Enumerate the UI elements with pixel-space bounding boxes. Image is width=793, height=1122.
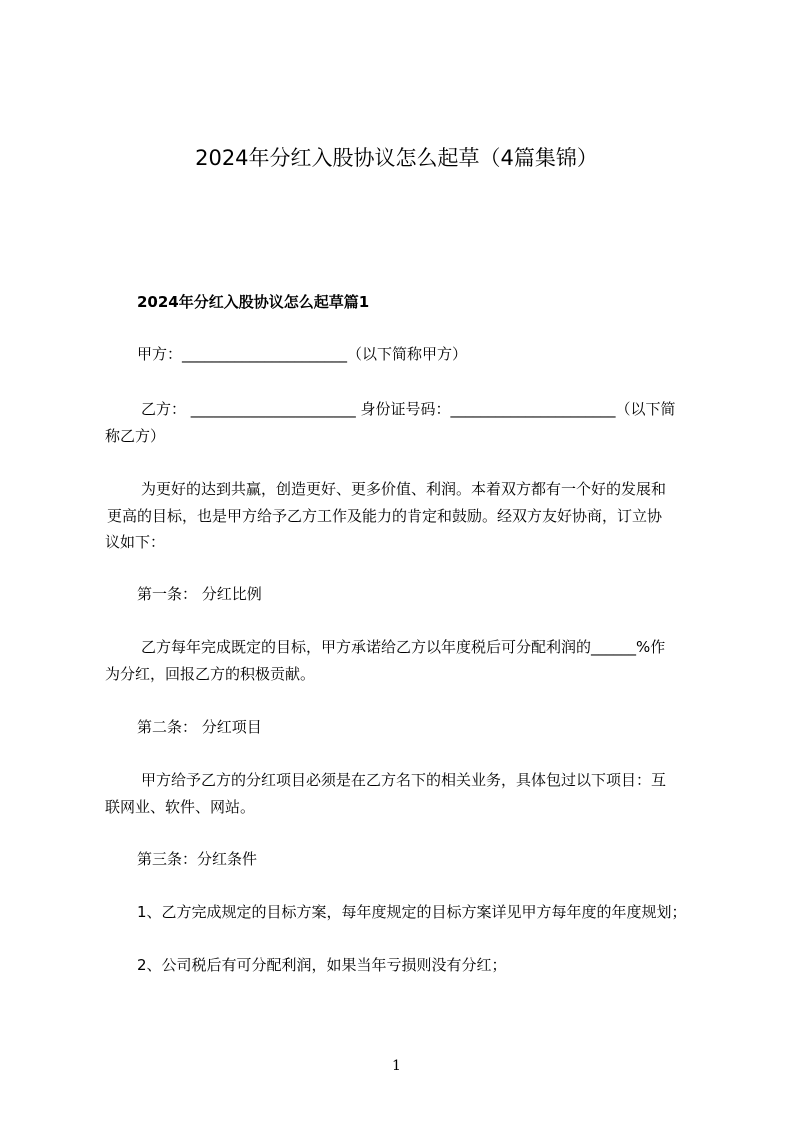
article-2-body-line: 甲方给予乙方的分红项目必须是在乙方名下的相关业务，具体包过以下项目：互 bbox=[141, 771, 667, 789]
preamble-paragraph-line: 议如下： bbox=[105, 533, 166, 551]
preamble-paragraph-line: 更高的目标，也是甲方给予乙方工作及能力的肯定和鼓励。经双方友好协商，订立协 bbox=[107, 507, 663, 525]
preamble-paragraph-line: 为更好的达到共赢，创造更好、更多价值、利润。本着双方都有一个好的发展和 bbox=[141, 480, 667, 498]
condition-item: 1、乙方完成规定的目标方案，每年度规定的目标方案详见甲方每年度的年度规划； bbox=[137, 903, 687, 921]
article-1-body-line: 乙方每年完成既定的目标，甲方承诺给乙方以年度税后可分配利润的______%作 bbox=[141, 638, 666, 656]
condition-item: 2、公司税后有可分配利润，如果当年亏损则没有分红； bbox=[137, 956, 507, 974]
party-b-line-continued: 称乙方） bbox=[105, 427, 166, 445]
section-heading: 2024年分红入股协议怎么起草篇1 bbox=[137, 293, 370, 311]
article-2-body-line: 联网业、软件、网站。 bbox=[105, 798, 256, 816]
document-title: 2024年分红入股协议怎么起草（4篇集锦） bbox=[195, 146, 598, 170]
article-3-heading: 第三条：分红条件 bbox=[137, 850, 258, 868]
party-b-line: 乙方： ______________________ 身份证号码：______________________（以下简 bbox=[141, 400, 676, 418]
article-2-heading: 第二条： 分红项目 bbox=[137, 718, 262, 736]
party-a-line: 甲方：______________________（以下简称甲方） bbox=[137, 345, 468, 363]
page-number: 1 bbox=[392, 1058, 401, 1074]
article-1-heading: 第一条： 分红比例 bbox=[137, 585, 262, 603]
article-1-body-line: 为分红，回报乙方的积极贡献。 bbox=[105, 665, 316, 683]
